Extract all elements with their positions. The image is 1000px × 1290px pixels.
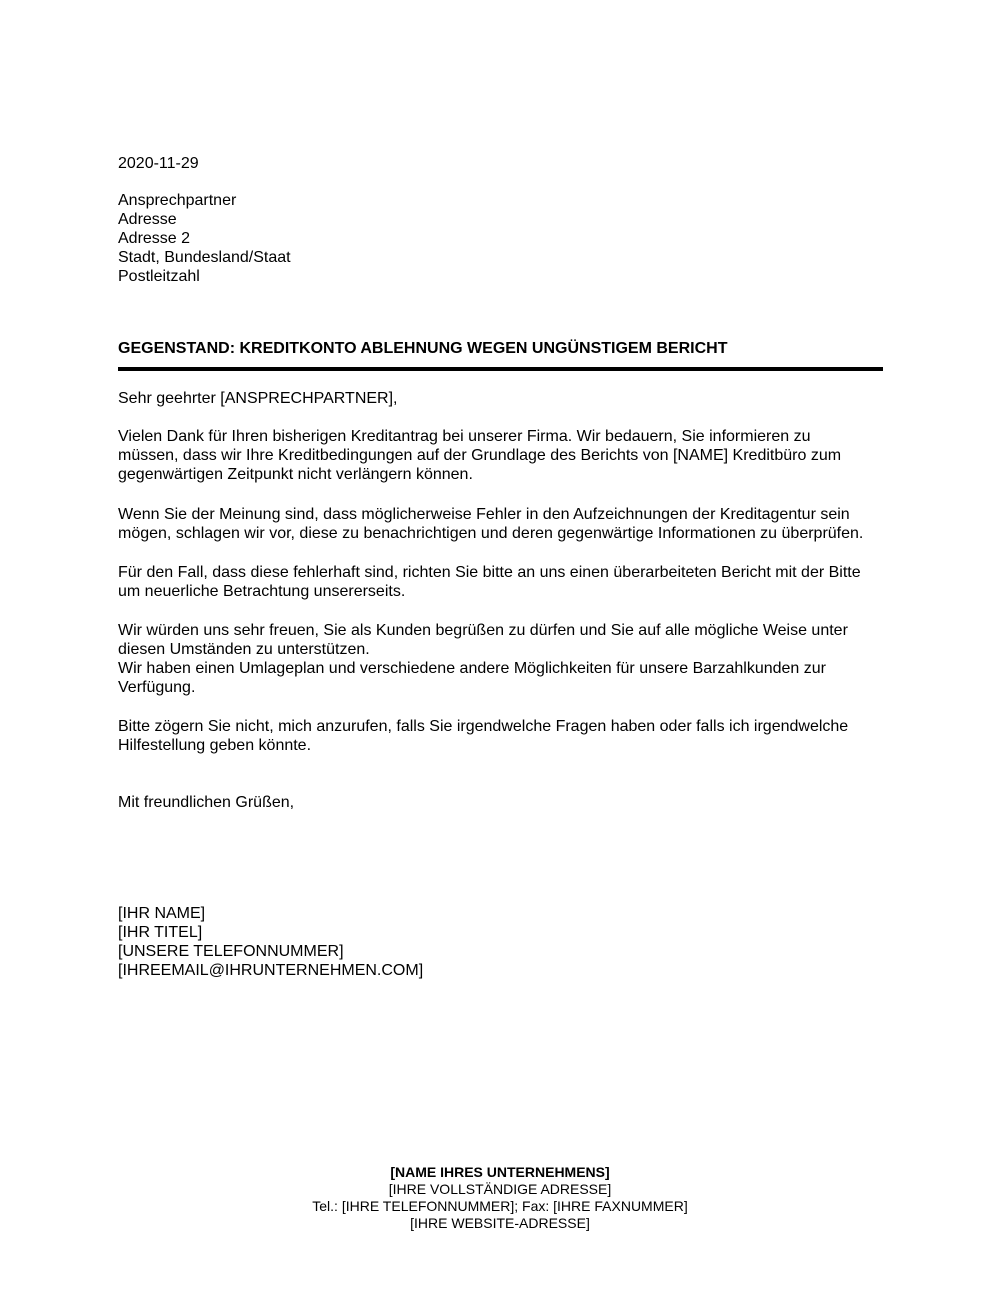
paragraph-line: Wir haben einen Umlageplan und verschiedene andere Möglichkeiten für unsere Barzahlkunden zur xyxy=(118,660,826,677)
recipient-address-line-2: Adresse 2 xyxy=(118,230,191,247)
signature-name: [IHR NAME] xyxy=(118,905,206,922)
paragraph-line: gegenwärtigen Zeitpunkt nicht verlängern können. xyxy=(118,466,473,483)
signature-block xyxy=(118,904,883,980)
letter-body xyxy=(118,154,883,980)
letter-date: 2020-11-29 xyxy=(118,155,199,172)
company-footer xyxy=(0,1164,1000,1232)
paragraph-line: diesen Umständen zu unterstützen. xyxy=(118,641,370,658)
paragraph-line: Verfügung. xyxy=(118,679,196,696)
paragraph-4 xyxy=(118,621,883,697)
paragraph-5 xyxy=(118,717,883,755)
subject-line: GEGENSTAND: KREDITKONTO ABLEHNUNG WEGEN UNGÜNSTIGEM BERICHT xyxy=(118,339,883,371)
paragraph-line: Für den Fall, dass diese fehlerhaft sind, richten Sie bitte an uns einen überarbeiteten Bericht mit der Bitte xyxy=(118,564,861,581)
signature-title: [IHR TITEL] xyxy=(118,924,203,941)
footer-address: [IHRE VOLLSTÄNDIGE ADRESSE] xyxy=(388,1181,612,1197)
paragraph-line: Wenn Sie der Meinung sind, dass möglicherweise Fehler in den Aufzeichnungen der Kreditagentur sein xyxy=(118,506,850,523)
recipient-address xyxy=(118,191,883,286)
recipient-postal-code: Postleitzahl xyxy=(118,268,200,285)
salutation: Sehr geehrter [ANSPRECHPARTNER], xyxy=(118,390,398,407)
footer-contact: Tel.: [IHRE TELEFONNUMMER]; Fax: [IHRE FAXNUMMER] xyxy=(312,1198,688,1214)
recipient-name: Ansprechpartner xyxy=(118,192,237,209)
signature-email: [IHREEMAIL@IHRUNTERNEHMEN.COM] xyxy=(118,962,424,979)
paragraph-3 xyxy=(118,563,883,601)
signature-phone: [UNSERE TELEFONNUMMER] xyxy=(118,943,344,960)
paragraph-line: Bitte zögern Sie nicht, mich anzurufen, falls Sie irgendwelche Fragen haben oder falls ich irgendwelche xyxy=(118,718,849,735)
paragraph-line: um neuerliche Betrachtung unsererseits. xyxy=(118,583,406,600)
paragraph-line: Wir würden uns sehr freuen, Sie als Kunden begrüßen zu dürfen und Sie auf alle mögliche Weise unter xyxy=(118,622,848,639)
paragraph-line: müssen, dass wir Ihre Kreditbedingungen auf der Grundlage des Berichts von [NAME] Kreditbüro zum xyxy=(118,447,842,464)
recipient-city-state: Stadt, Bundesland/Staat xyxy=(118,249,291,266)
recipient-address-line-1: Adresse xyxy=(118,211,177,228)
footer-company-name: [NAME IHRES UNTERNEHMENS] xyxy=(390,1164,610,1180)
closing: Mit freundlichen Grüßen, xyxy=(118,794,295,811)
paragraph-line: mögen, schlagen wir vor, diese zu benachrichtigen und deren gegenwärtige Informationen zu überprüfen. xyxy=(118,525,864,542)
paragraph-1 xyxy=(118,427,883,484)
paragraph-line: Vielen Dank für Ihren bisherigen Kreditantrag bei unserer Firma. Wir bedauern, Sie informieren zu xyxy=(118,428,811,445)
paragraph-line: Hilfestellung geben könnte. xyxy=(118,737,312,754)
paragraph-2 xyxy=(118,505,883,543)
footer-website: [IHRE WEBSITE-ADRESSE] xyxy=(410,1215,590,1231)
